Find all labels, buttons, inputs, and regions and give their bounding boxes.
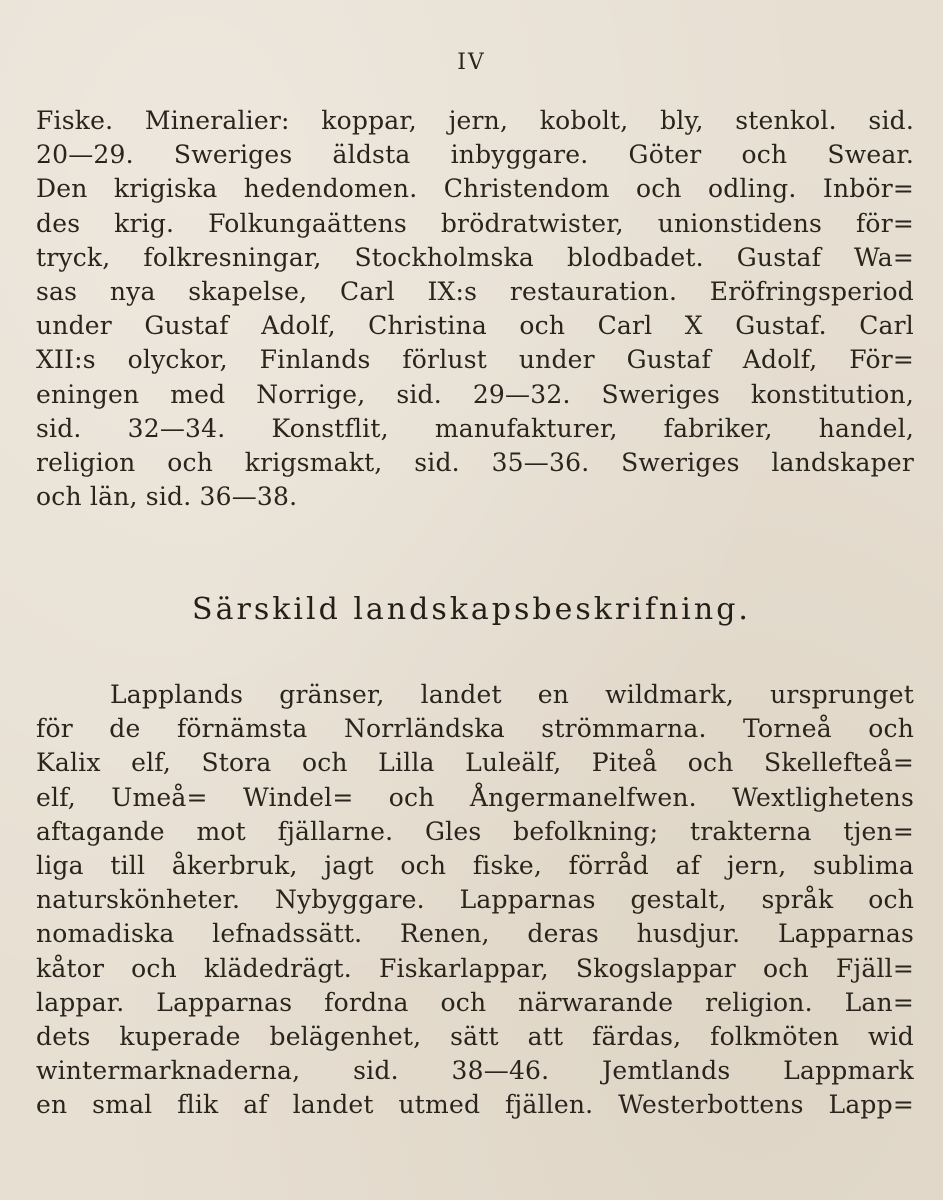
text-line: nomadiska lefnadssätt. Renen, deras husdjur. Lapparnas [36,919,914,949]
text-line: Den krigiska hedendomen. Christendom och odling. Inbör= [36,174,914,204]
text-line: Fiske. Mineralier: koppar, jern, kobolt, bly, stenkol. sid. [36,106,914,135]
text-line: under Gustaf Adolf, Christina och Carl X Gustaf. Carl [36,311,914,341]
text-line: kåtor och klädedrägt. Fiskarlappar, Skogslappar och Fjäll= [36,953,914,983]
text-line: aftagande mot fjällarne. Gles befolkning; trakterna tjen= [36,816,914,846]
text-line: lappar. Lapparnas fordna och närwarande religion. Lan= [36,987,914,1017]
page-number: IV [457,50,486,75]
overview-paragraph [36,104,914,514]
text-line: des krig. Folkungaättens brödratwister, unionstidens för= [36,208,914,238]
text-line: och län, sid. 36—38. [36,482,298,512]
text-line: dets kuperade belägenhet, sätt att färdas, folkmöten wid [36,1021,914,1051]
text-line: wintermarknaderna, sid. 38—46. Jemtlands Lappmark [36,1056,914,1086]
text-line: tryck, folkresningar, Stockholmska blodbadet. Gustaf Wa= [36,242,914,272]
text-line: en smal flik af landet utmed fjällen. Westerbottens Lapp= [36,1090,914,1120]
text-line: 20—29. Sweriges äldsta inbyggare. Göter och Swear. [36,140,914,170]
text-line: sid. 32—34. Konstflit, manufakturer, fabriker, handel, [36,413,914,443]
section-heading: Särskild landskapsbeskrifning. [192,592,751,627]
text-line: Lapplands gränser, landet en wildmark, ursprunget [110,680,914,709]
text-line: Kalix elf, Stora och Lilla Luleälf, Piteå och Skellefteå= [36,748,914,778]
text-line: sas nya skapelse, Carl IX:s restauration. Eröfringsperiod [36,276,914,306]
text-line: naturskönheter. Nybyggare. Lapparnas gestalt, språk och [36,885,914,915]
text-line: religion och krigsmakt, sid. 35—36. Sweriges landskaper [36,447,914,477]
text-line: liga till åkerbruk, jagt och fiske, förråd af jern, sublima [36,850,914,880]
text-line: för de förnämsta Norrländska strömmarna. Torneå och [36,714,914,744]
text-line: XII:s olyckor, Finlands förlust under Gustaf Adolf, För= [36,345,914,375]
lappland-paragraph [36,678,914,1122]
text-line: elf, Umeå= Windel= och Ångermanelfwen. Wextlighetens [36,782,914,812]
text-line: eningen med Norrige, sid. 29—32. Sweriges konstitution, [36,379,914,409]
